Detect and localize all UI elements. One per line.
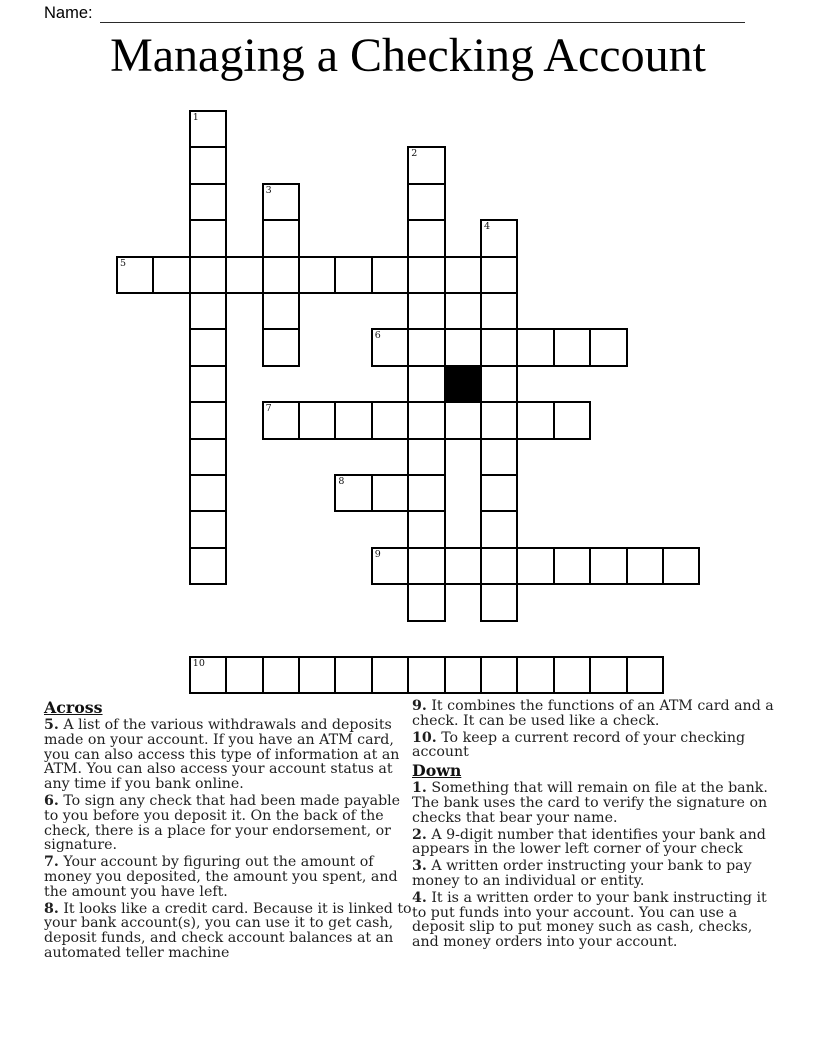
- grid-cell[interactable]: [516, 401, 554, 439]
- grid-cell[interactable]: [189, 110, 227, 148]
- grid-cell[interactable]: [516, 656, 554, 694]
- grid-cell[interactable]: [334, 401, 372, 439]
- clue-item: [44, 794, 412, 853]
- clue-number: 5.: [44, 717, 59, 733]
- grid-cell[interactable]: [407, 365, 445, 403]
- grid-cell[interactable]: [480, 292, 518, 330]
- grid-cell[interactable]: [516, 328, 554, 366]
- clue-item: [412, 699, 774, 729]
- clue-text: Something that will remain on file at the bank. The bank uses the card to verify the signature on checks that bear your name.: [412, 780, 768, 826]
- grid-cell-black: [444, 365, 482, 403]
- clue-text: It is a written order to your bank instructing it to put funds into your account. You can use a deposit slip to put money such as cash, checks, and money orders into your account.: [412, 889, 767, 951]
- grid-cell[interactable]: [407, 292, 445, 330]
- grid-cell[interactable]: [262, 292, 300, 330]
- clues-right-column: [412, 699, 774, 963]
- grid-cell[interactable]: [262, 656, 300, 694]
- grid-cell[interactable]: [407, 547, 445, 585]
- grid-cell[interactable]: [407, 219, 445, 257]
- grid-cell[interactable]: [298, 256, 336, 294]
- clue-item: [44, 902, 412, 961]
- cell-number: 1: [192, 112, 199, 123]
- grid-cell[interactable]: [407, 256, 445, 294]
- grid-cell[interactable]: [189, 292, 227, 330]
- grid-cell[interactable]: [589, 328, 627, 366]
- cell-number: 4: [484, 221, 491, 233]
- grid-cell[interactable]: [407, 583, 445, 621]
- clue-text: A 9-digit number that identifies your bank and appears in the lower left corner of your check: [412, 826, 766, 858]
- grid-cell[interactable]: [262, 219, 300, 257]
- grid-cell[interactable]: [371, 547, 409, 585]
- grid-cell[interactable]: [189, 183, 227, 221]
- grid-cell[interactable]: [225, 256, 263, 294]
- cell-number: 10: [192, 658, 205, 669]
- grid-cell[interactable]: [444, 656, 482, 694]
- grid-cell[interactable]: [371, 656, 409, 694]
- cell-number: 5: [120, 257, 127, 269]
- down-header: Down: [412, 761, 462, 781]
- grid-cell[interactable]: [116, 256, 154, 294]
- grid-cell[interactable]: [189, 365, 227, 403]
- clue-text: It looks like a credit card. Because it is linked to your bank account(s), you can use it to get cash, deposit funds, and check account balances at an automated teller machine: [44, 900, 412, 961]
- grid-cell[interactable]: [152, 256, 190, 294]
- grid-cell[interactable]: [262, 328, 300, 366]
- grid-cell[interactable]: [189, 474, 227, 512]
- grid-cell[interactable]: [371, 474, 409, 512]
- grid-cell[interactable]: [444, 401, 482, 439]
- grid-cell[interactable]: [480, 438, 518, 476]
- clue-item: [412, 891, 774, 950]
- grid-cell[interactable]: [626, 656, 664, 694]
- grid-cell[interactable]: [334, 474, 372, 512]
- grid-cell[interactable]: [480, 365, 518, 403]
- grid-cell[interactable]: [189, 219, 227, 257]
- cell-number: 9: [374, 548, 381, 560]
- across-clues-list-continued: [412, 699, 774, 760]
- grid-cell[interactable]: [480, 256, 518, 294]
- grid-cell[interactable]: [480, 547, 518, 585]
- grid-cell[interactable]: [407, 510, 445, 548]
- page-title: Managing a Checking Account: [110, 29, 706, 82]
- clues-left-column: [44, 699, 412, 963]
- grid-cell[interactable]: [189, 256, 227, 294]
- grid-cell[interactable]: [189, 328, 227, 366]
- grid-cell[interactable]: [407, 474, 445, 512]
- grid-cell[interactable]: [553, 656, 591, 694]
- grid-cell[interactable]: [480, 401, 518, 439]
- grid-cell[interactable]: [444, 328, 482, 366]
- grid-cell[interactable]: [407, 401, 445, 439]
- clue-number: 6.: [44, 792, 59, 809]
- clues-section: [44, 699, 774, 963]
- grid-cell[interactable]: [225, 656, 263, 694]
- grid-cell[interactable]: [407, 183, 445, 221]
- grid-cell[interactable]: [407, 438, 445, 476]
- grid-cell[interactable]: [444, 256, 482, 294]
- clue-number: 9.: [412, 698, 427, 714]
- cell-number: 3: [265, 184, 272, 196]
- clue-number: 3.: [412, 858, 427, 875]
- clue-number: 1.: [412, 780, 427, 797]
- grid-cell[interactable]: [516, 547, 554, 585]
- clue-item: [412, 731, 774, 761]
- grid-cell[interactable]: [553, 401, 591, 439]
- grid-cell[interactable]: [407, 656, 445, 694]
- grid-cell[interactable]: [589, 547, 627, 585]
- cell-number: 6: [374, 330, 381, 342]
- grid-cell[interactable]: [334, 256, 372, 294]
- clue-number: 2.: [412, 826, 427, 843]
- grid-cell[interactable]: [589, 656, 627, 694]
- grid-cell[interactable]: [189, 510, 227, 548]
- grid-cell[interactable]: [262, 401, 300, 439]
- grid-cell[interactable]: [407, 146, 445, 184]
- grid-cell[interactable]: [189, 401, 227, 439]
- grid-cell[interactable]: [298, 401, 336, 439]
- cell-number: 7: [265, 403, 272, 415]
- clue-text: To keep a current record of your checking account: [412, 729, 746, 761]
- clue-number: 8.: [44, 900, 59, 917]
- clue-text: Your account by figuring out the amount of money you deposited, the amount you spent, and the amount you have left.: [44, 854, 398, 900]
- grid-cell[interactable]: [480, 510, 518, 548]
- grid-cell[interactable]: [480, 328, 518, 366]
- name-label: Name:: [44, 4, 93, 22]
- grid-cell[interactable]: [298, 656, 336, 694]
- grid-cell[interactable]: [662, 547, 700, 585]
- across-clues-list: [44, 718, 412, 961]
- clue-text: A list of the various withdrawals and deposits made on your account. If you have an ATM card, you can also access this type of information at an ATM. You can also access your account status at any time if you bank online.: [44, 717, 400, 793]
- clue-item: [44, 855, 412, 899]
- clue-text: A written order instructing your bank to pay money to an individual or entity.: [412, 858, 752, 889]
- grid-cell[interactable]: [407, 328, 445, 366]
- down-clues-list: [412, 781, 774, 950]
- cell-number: 8: [338, 476, 345, 487]
- clue-item: [412, 781, 774, 825]
- clue-item: [412, 828, 774, 858]
- clue-text: It combines the functions of an ATM card and a check. It can be used like a check.: [412, 698, 774, 729]
- grid-cell[interactable]: [371, 328, 409, 366]
- grid-cell[interactable]: [189, 547, 227, 585]
- grid-cell[interactable]: [626, 547, 664, 585]
- clue-text: To sign any check that had been made payable to you before you deposit it. On the back of the check, there is a place for your endorsement, or signature.: [44, 792, 401, 854]
- grid-cell[interactable]: [553, 328, 591, 366]
- clue-item: [44, 718, 412, 792]
- clue-number: 10.: [412, 729, 437, 746]
- across-header: Across: [44, 698, 103, 717]
- grid-cell[interactable]: [480, 474, 518, 512]
- grid-cell[interactable]: [189, 146, 227, 184]
- grid-cell[interactable]: [371, 256, 409, 294]
- clue-item: [412, 859, 774, 889]
- grid-cell[interactable]: [262, 183, 300, 221]
- grid-cell[interactable]: [553, 547, 591, 585]
- grid-cell[interactable]: [189, 438, 227, 476]
- grid-cell[interactable]: [480, 656, 518, 694]
- grid-cell[interactable]: [444, 547, 482, 585]
- grid-cell[interactable]: [480, 219, 518, 257]
- grid-cell[interactable]: [189, 656, 227, 694]
- clue-number: 4.: [412, 889, 427, 906]
- clue-number: 7.: [44, 854, 59, 871]
- grid-cell[interactable]: [262, 256, 300, 294]
- grid-cell[interactable]: [334, 656, 372, 694]
- grid-cell[interactable]: [480, 583, 518, 621]
- cell-number: 2: [411, 148, 418, 160]
- grid-cell[interactable]: [371, 401, 409, 439]
